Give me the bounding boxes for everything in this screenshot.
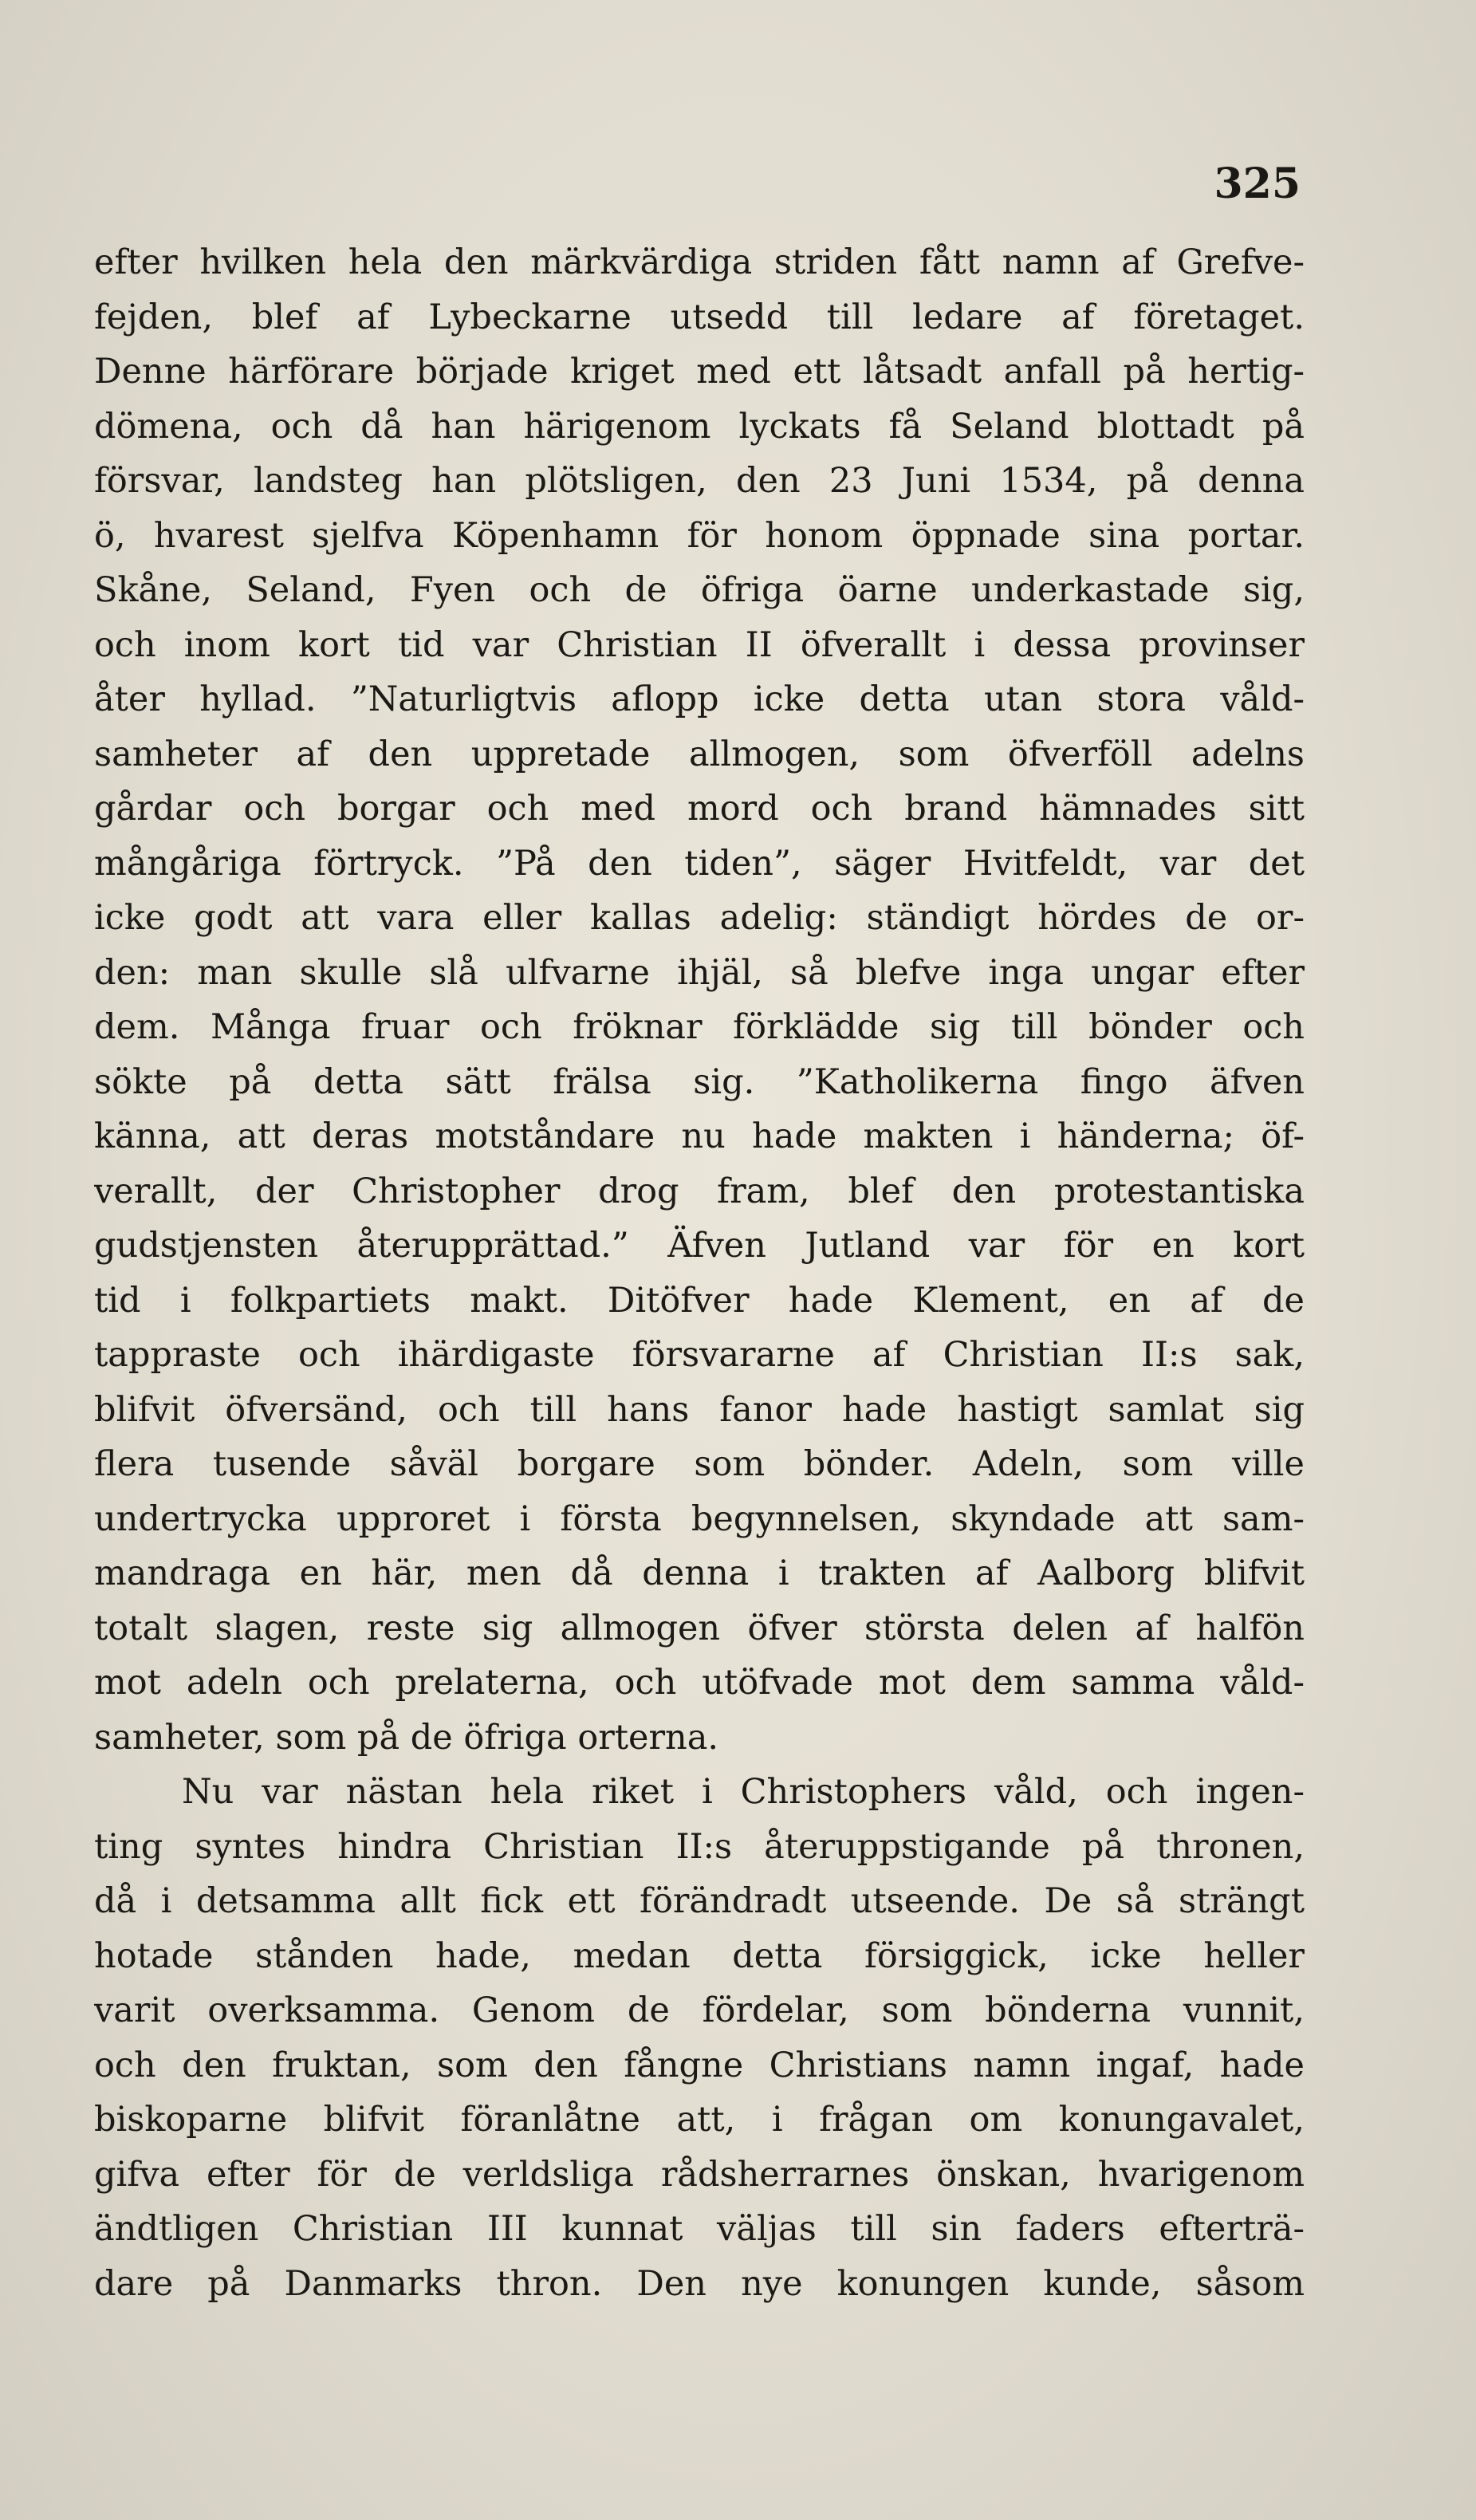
- text-line: Nu var nästan hela riket i Christophers våld, och ingen-: [182, 1772, 1305, 1812]
- text-line: gudstjensten återupprättad.” Äfven Jutland var för en kort: [94, 1226, 1305, 1266]
- text-line: och inom kort tid var Christian II öfverallt i dessa provinser: [94, 624, 1305, 665]
- text-line: biskoparne blifvit föranlåtne att, i frågan om konungavalet,: [94, 2100, 1305, 2140]
- text-line: sökte på detta sätt frälsa sig. ”Katholikerna fingo äfven: [94, 1061, 1305, 1102]
- text-line: gifva efter för de verldsliga rådsherrarnes önskan, hvarigenom: [94, 2154, 1305, 2195]
- body-text: [94, 235, 1305, 2311]
- text-line: ting syntes hindra Christian II:s återuppstigande på thronen,: [94, 1826, 1305, 1867]
- text-line: mångåriga förtryck. ”På den tiden”, säger Hvitfeldt, var det: [94, 843, 1305, 884]
- text-line: samheter af den uppretade allmogen, som öfverföll adelns: [94, 734, 1305, 774]
- text-line: åter hyllad. ”Naturligtvis aflopp icke detta utan stora våld-: [94, 679, 1305, 719]
- paragraph: [94, 235, 1305, 1765]
- text-line: blifvit öfversänd, och till hans fanor hade hastigt samlat sig: [94, 1389, 1305, 1430]
- text-line: mot adeln och prelaterna, och utöfvade mot dem samma våld-: [94, 1663, 1305, 1703]
- text-line: Denne härförare började kriget med ett låtsadt anfall på hertig-: [94, 352, 1305, 392]
- text-line: varit overksamma. Genom de fördelar, som bönderna vunnit,: [94, 1990, 1305, 2030]
- text-line: känna, att deras motståndare nu hade makten i händerna; öf-: [94, 1116, 1305, 1156]
- text-line: försvar, landsteg han plötsligen, den 23 Juni 1534, på denna: [94, 461, 1305, 501]
- text-line: tid i folkpartiets makt. Ditöfver hade Klement, en af de: [94, 1280, 1305, 1321]
- text-line: ändtligen Christian III kunnat väljas till sin faders efterträ-: [94, 2209, 1305, 2249]
- text-line: den: man skulle slå ulfvarne ihjäl, så blefve inga ungar efter: [94, 952, 1305, 993]
- text-line: efter hvilken hela den märkvärdiga striden fått namn af Grefve-: [94, 242, 1305, 282]
- text-line: icke godt att vara eller kallas adelig: ständigt hördes de or-: [94, 898, 1305, 938]
- text-line: mandraga en här, men då denna i trakten af Aalborg blifvit: [94, 1553, 1305, 1593]
- text-line: dömena, och då han härigenom lyckats få Seland blottadt på: [94, 406, 1305, 447]
- text-line: och den fruktan, som den fångne Christians namn ingaf, hade: [94, 2045, 1305, 2085]
- text-line: flera tusende såväl borgare som bönder. Adeln, som ville: [94, 1444, 1305, 1484]
- text-line: dare på Danmarks thron. Den nye konungen kunde, såsom: [94, 2263, 1305, 2304]
- text-line: undertrycka upproret i första begynnelsen, skyndade att sam-: [94, 1498, 1305, 1539]
- text-line: då i detsamma allt fick ett förändradt utseende. De så strängt: [94, 1881, 1305, 1921]
- text-line: samheter, som på de öfriga orterna.: [94, 1717, 719, 1758]
- text-line: hotade stånden hade, medan detta försiggick, icke heller: [94, 1935, 1305, 1976]
- text-line: fejden, blef af Lybeckarne utsedd till ledare af företaget.: [94, 297, 1305, 337]
- text-line: gårdar och borgar och med mord och brand hämnades sitt: [94, 789, 1305, 829]
- text-line: verallt, der Christopher drog fram, blef den protestantiska: [94, 1171, 1305, 1211]
- text-line: tappraste och ihärdigaste försvararne af Christian II:s sak,: [94, 1335, 1305, 1375]
- paragraph: [94, 1765, 1305, 2311]
- page-number: 325: [1214, 159, 1301, 208]
- text-line: ö, hvarest sjelfva Köpenhamn för honom öppnade sina portar.: [94, 515, 1305, 556]
- text-line: totalt slagen, reste sig allmogen öfver största delen af halfön: [94, 1608, 1305, 1648]
- text-line: dem. Många fruar och fröknar förklädde sig till bönder och: [94, 1007, 1305, 1047]
- text-line: Skåne, Seland, Fyen och de öfriga öarne underkastade sig,: [94, 570, 1305, 610]
